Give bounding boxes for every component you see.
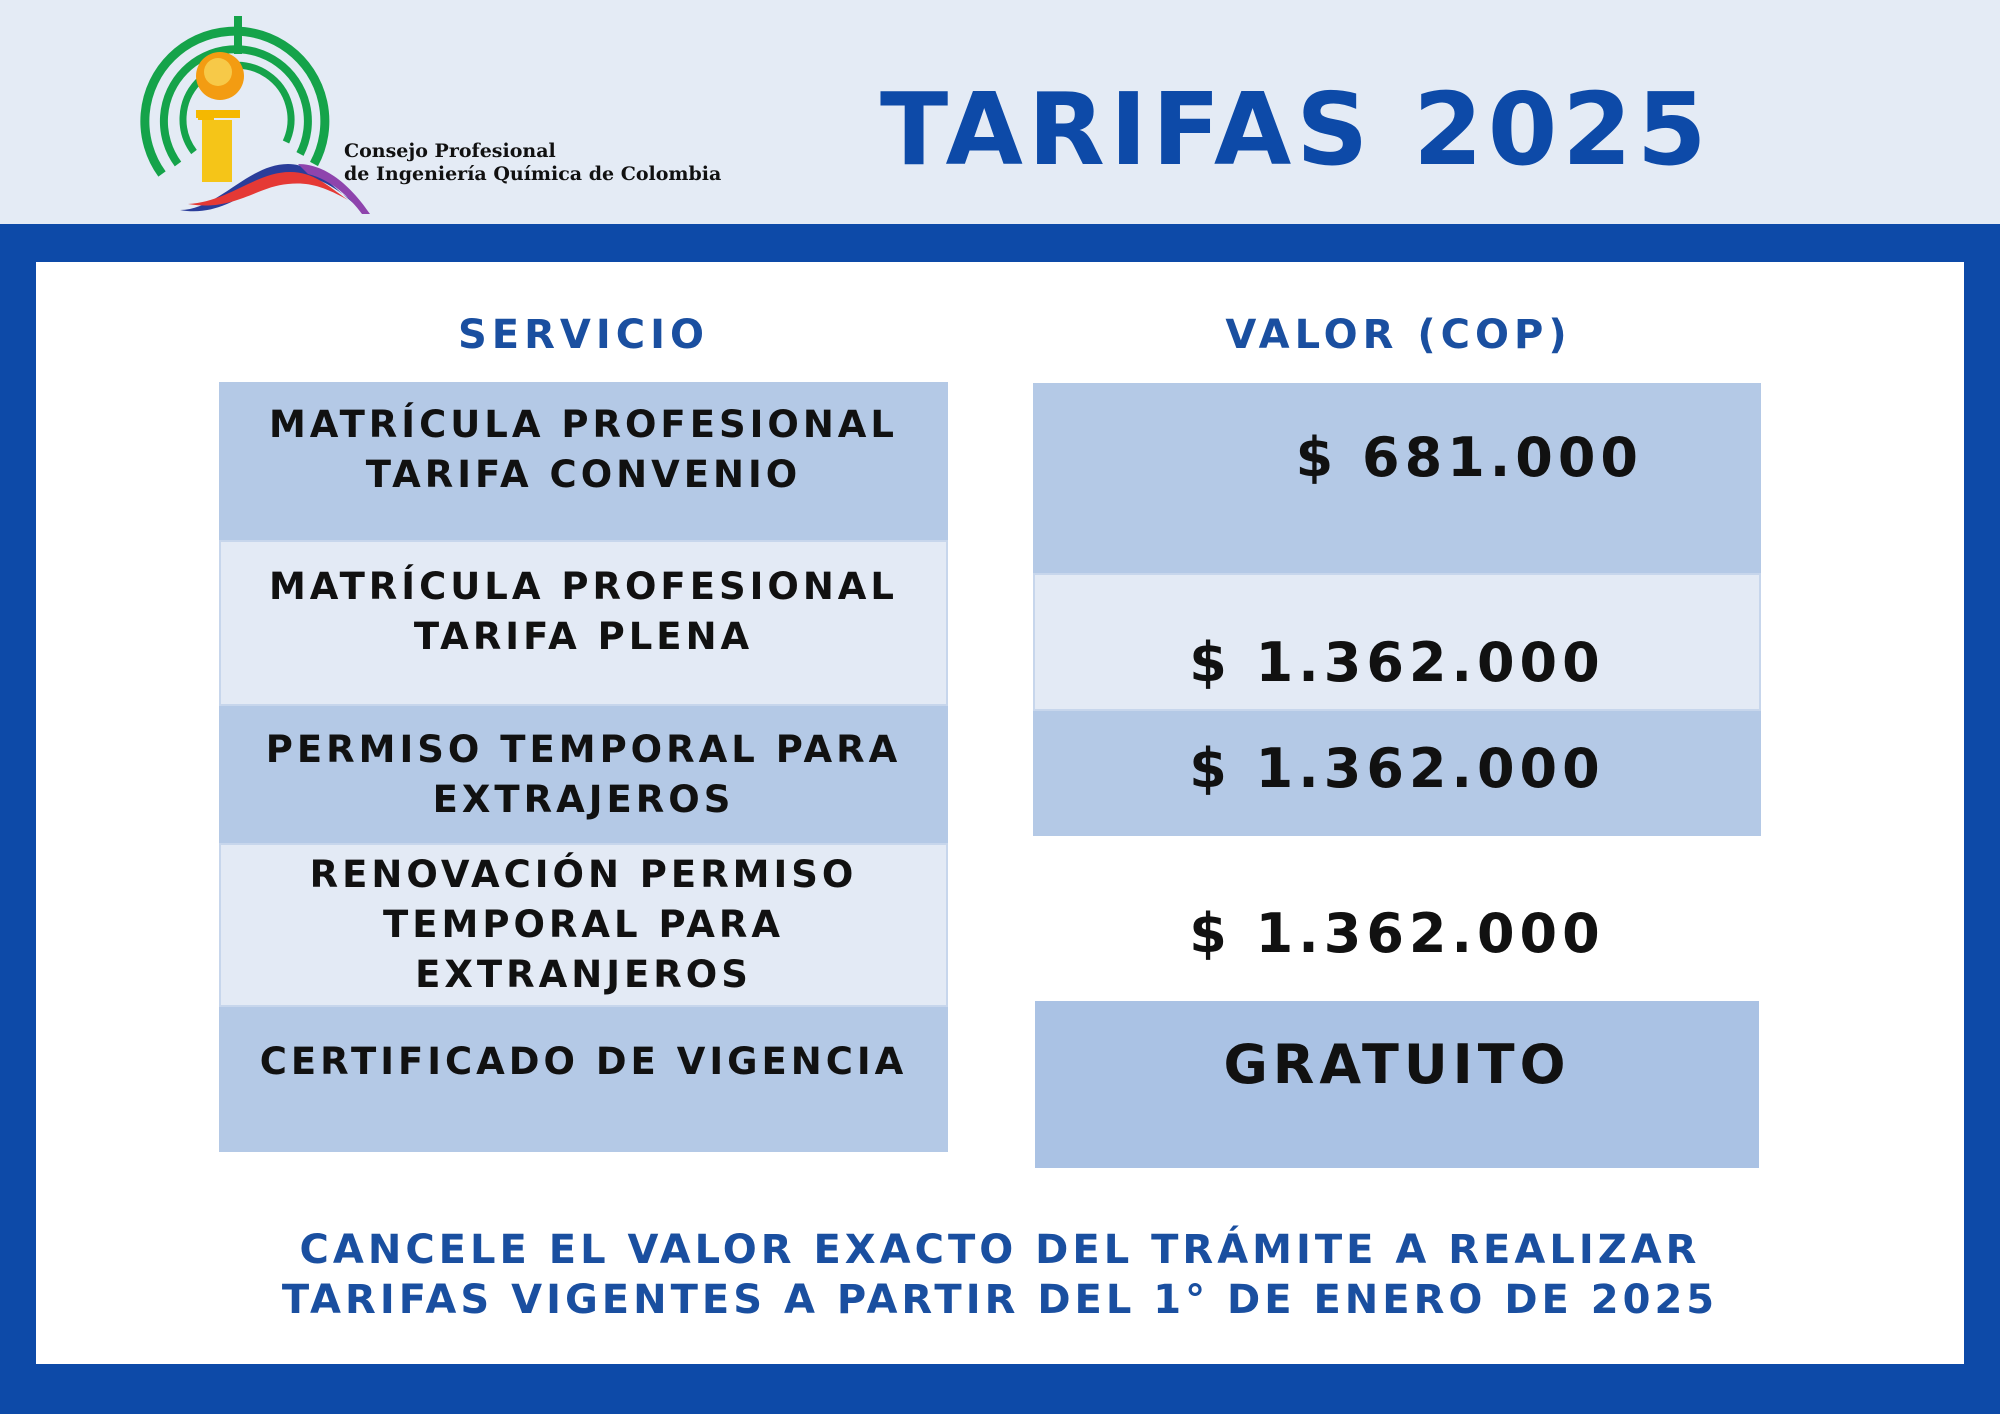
service-cell — [219, 706, 948, 843]
footer-note: TARIFAS VIGENTES A PARTIR DEL 1° DE ENERO DE 2025 — [281, 1277, 1719, 1323]
service-line: TARIFA PLENA — [413, 615, 754, 658]
service-line: TARIFA CONVENIO — [365, 453, 802, 496]
service-line: TEMPORAL PARA EXTRANJEROS — [383, 903, 784, 996]
service-line: RENOVACIÓN PERMISO — [309, 853, 858, 896]
service-line: MATRÍCULA PROFESIONAL — [268, 565, 899, 608]
column-header-servicio: SERVICIO — [457, 312, 709, 358]
service-line: CERTIFICADO DE VIGENCIA — [259, 1040, 908, 1083]
service-line: PERMISO TEMPORAL PARA — [265, 727, 902, 771]
page-title: TARIFAS 2025 — [880, 71, 1712, 188]
service-cell — [219, 843, 948, 1007]
footer-note: CANCELE EL VALOR EXACTO DEL TRÁMITE A REALIZAR — [299, 1227, 1701, 1273]
value-cell: GRATUITO — [1035, 1001, 1759, 1168]
organization-logo — [118, 14, 374, 220]
service-cell — [219, 540, 948, 706]
header — [0, 0, 2000, 224]
service-line: EXTRAJEROS — [432, 777, 735, 821]
organization-name — [344, 140, 721, 186]
value-cell: $ 1.362.000 — [1033, 711, 1761, 836]
value-cell: $ 1.362.000 — [1033, 860, 1761, 1006]
service-line: MATRÍCULA PROFESIONAL — [268, 403, 899, 446]
column-header-valor: VALOR (COP) — [1225, 312, 1572, 358]
organization-name-line2: de Ingeniería Química de Colombia — [344, 163, 722, 185]
value-cell: $ 681.000 — [1033, 383, 1761, 573]
service-cell — [219, 382, 948, 540]
service-cell — [219, 1007, 948, 1152]
organization-name-line1: Consejo Profesional — [344, 140, 556, 162]
value-cell: $ 1.362.000 — [1033, 573, 1761, 711]
